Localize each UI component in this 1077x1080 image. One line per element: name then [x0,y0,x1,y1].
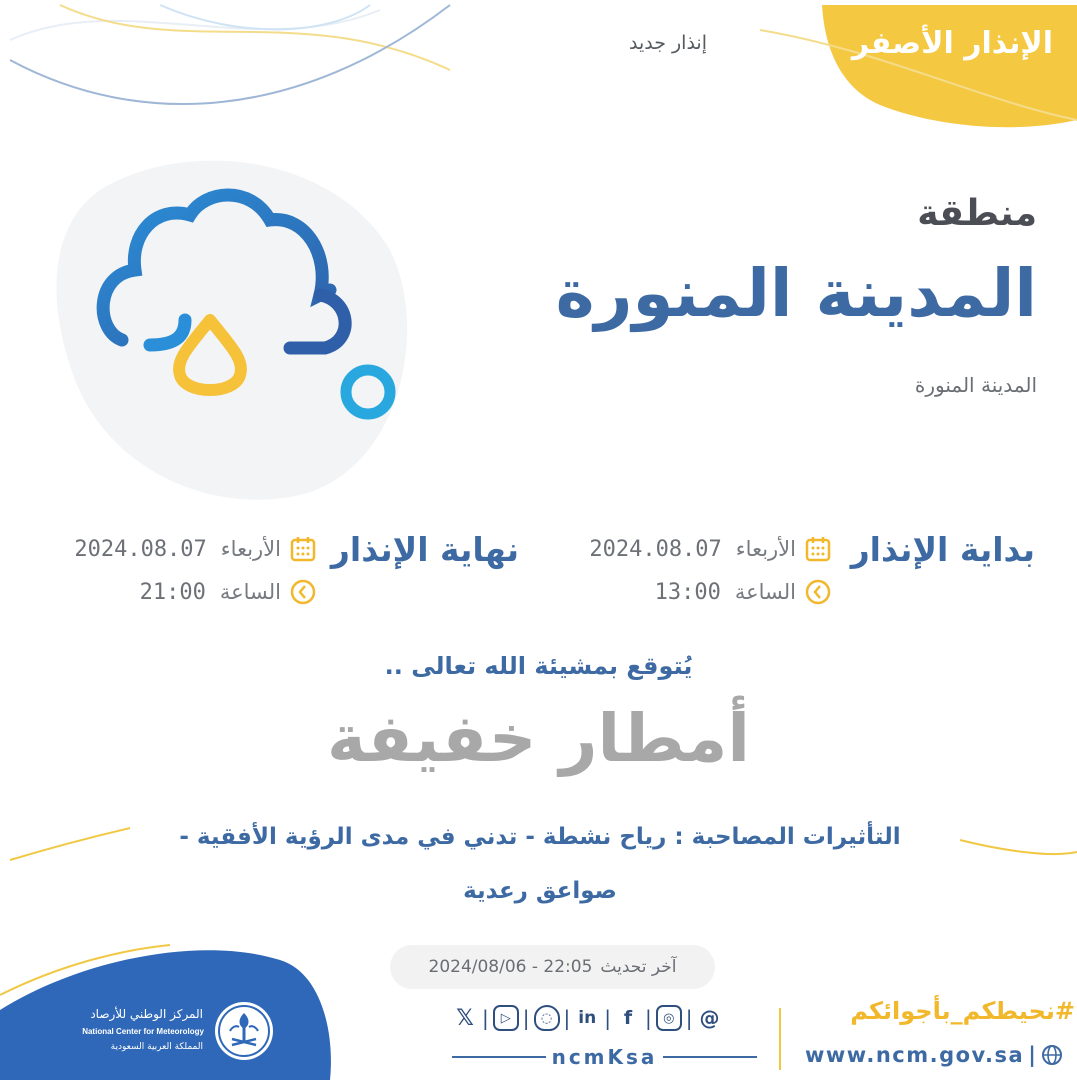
threads-icon[interactable]: @ [699,1006,720,1030]
impacts [140,810,940,918]
start-time-label: الساعة [734,580,796,604]
hashtag: #نحيطكم_بأجوائكم [850,997,1075,1025]
end-time: 21:00 [139,579,206,605]
start-date-row [589,535,832,563]
clock-icon [804,578,832,606]
clock-icon [289,578,317,606]
alert-status: إنذار جديد [628,32,707,54]
start-title: بداية الإنذار [850,530,1035,569]
website-link[interactable]: www.ncm.gov.sa | [805,1043,1063,1067]
website-url[interactable]: www.ncm.gov.sa [805,1043,1025,1067]
region-name: المدينة المنورة [555,255,1037,332]
instagram-icon[interactable]: ◎ [656,1005,682,1031]
end-date: 2024.08.07 [74,536,207,562]
forecast-intro: يُتوقع بمشيئة الله تعالى .. [384,652,693,680]
youtube-icon[interactable]: ▷ [493,1005,519,1031]
start-time: 13:00 [654,579,721,605]
snapchat-icon[interactable]: ◌ [534,1005,560,1031]
end-time-row [140,578,317,606]
start-date: 2024.08.07 [589,536,722,562]
subregion-name: المدينة المنورة [914,373,1037,397]
last-updated-label: آخر تحديث [600,957,677,977]
alert-level-badge: الإنذار الأصفر [851,26,1053,61]
start-time-row [655,578,832,606]
impacts-line-2: صواعق رعدية [463,878,617,904]
last-updated-value: 2024/08/06 - 22:05 [428,957,593,977]
linkedin-icon[interactable]: in [578,1008,597,1028]
social-icons: 𝕏 | ▷ | ◌ | in | f | ◎ | @ [452,1005,723,1031]
end-date-row [74,535,317,563]
ncm-emblem-icon [212,999,276,1063]
org-country: المملكة العربية السعودية [110,1042,203,1052]
calendar-icon [804,535,832,563]
end-day: الأربعاء [220,537,281,561]
end-time-label: الساعة [219,580,281,604]
warning-type: أمطار خفيفة [326,700,751,777]
social-handle[interactable]: ncmKsa [551,1045,658,1069]
calendar-icon [289,535,317,563]
last-updated [390,945,715,989]
cloud-rain-drop-icon [90,180,410,430]
globe-icon [1041,1044,1063,1066]
footer-divider [779,1008,781,1070]
end-title: نهاية الإنذار [330,530,519,569]
x-icon[interactable]: 𝕏 [456,1005,474,1031]
facebook-icon[interactable]: f [623,1007,633,1029]
start-day: الأربعاء [735,537,796,561]
org-name-ar: المركز الوطني للأرصاد [90,1007,203,1021]
org-name-en: National Center for Meteorology [82,1027,204,1036]
social-handle-row [452,1045,757,1069]
impacts-line-1: التأثيرات المصاحبة : رياح نشطة - تدني في مدى الرؤية الأفقية - [179,824,901,850]
region-label: منطقة [917,193,1037,234]
